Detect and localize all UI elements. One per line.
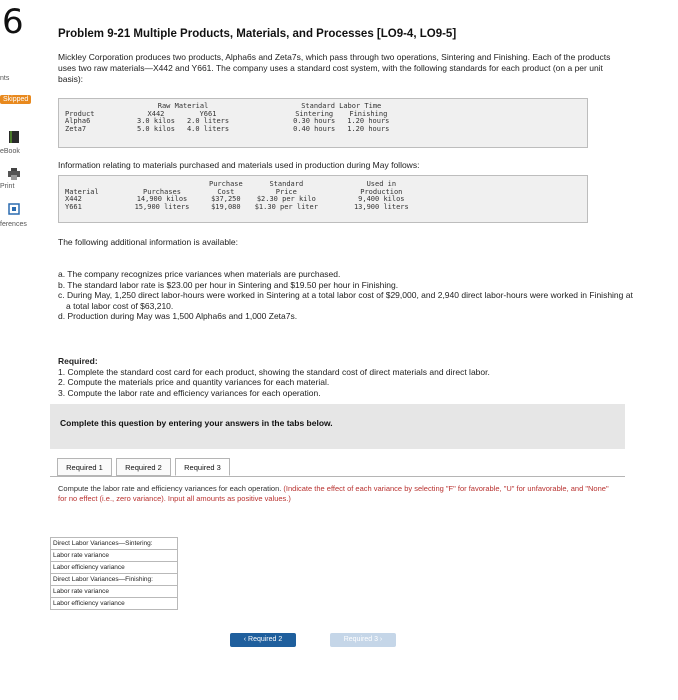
ebook-label[interactable]: eBook <box>0 148 20 155</box>
prev-required-button[interactable] <box>230 633 296 647</box>
print-label[interactable]: Print <box>0 183 15 190</box>
table-cell: 13,900 liters <box>353 202 409 211</box>
table-row <box>51 538 178 550</box>
chevron-left-icon: ‹ <box>243 636 247 643</box>
required-section <box>58 356 618 398</box>
list-item: c. During May, 1,250 direct labor-hours were worked in Sintering at a total labor cost of $29,000, and 2,940 direct labor-hours were worked in Finishing at a total labor cost of $63,210. <box>58 290 633 311</box>
table-cell: 3.0 kilos <box>137 117 175 125</box>
finishing-header: Finishing <box>349 109 388 118</box>
next-button-label: Required 3 <box>343 636 378 643</box>
list-item: b. The standard labor rate is $23.00 per hour in Sintering and $19.50 per hour in Finishing. <box>58 279 399 290</box>
raw-material-header: Raw Material <box>157 102 209 110</box>
instruction-note: (Indicate the effect of each variance by selecting "F" for favorable, "U" for unfavorable, and "None" for no effect (i.e., zero variance). Input all amounts as positive values.) <box>58 484 609 503</box>
product-header: Product <box>65 109 95 118</box>
points-label: nts <box>0 75 10 82</box>
table-row[interactable] <box>51 562 178 574</box>
table-cell: $1.30 per liter <box>254 202 318 211</box>
table-cell: 0.40 hours <box>293 124 336 133</box>
used-in-header: Used in <box>366 180 397 188</box>
labor-variance-table <box>50 537 178 610</box>
sintering-labor-efficiency-variance: Labor efficiency variance <box>51 562 178 574</box>
sintering-section-label: Direct Labor Variances—Sintering: <box>51 538 178 550</box>
table-row[interactable] <box>51 550 178 562</box>
purchase-header: Purchase <box>209 180 243 188</box>
materials-table <box>59 181 415 211</box>
table-row <box>51 574 178 586</box>
tab-required-1[interactable]: Required 1 <box>57 458 112 476</box>
additional-info-list <box>58 269 633 322</box>
problem-intro: Mickley Corporation produces two products, Alpha6s and Zeta7s, which pass through two operations, Sintering and Finishing. Each of the products uses two raw materials—X442 and Y661. The company uses a standard cost system, with the following standards for each product (on a per unit basis): <box>58 52 611 84</box>
production-header: Production <box>360 187 403 196</box>
sintering-labor-rate-variance: Labor rate variance <box>51 550 178 562</box>
print-icon[interactable] <box>8 168 20 180</box>
table-cell: Y661 <box>65 202 82 211</box>
table-cell: 2.0 liters <box>186 117 230 125</box>
labor-time-header: Standard Labor Time <box>301 102 382 110</box>
ebook-icon[interactable] <box>9 131 21 143</box>
y661-header: Y661 <box>199 109 217 118</box>
next-required-button[interactable] <box>330 633 396 647</box>
problem-title: Problem 9-21 Multiple Products, Materials, and Processes [LO9-4, LO9-5] <box>58 28 457 40</box>
material-header: Material <box>65 187 99 196</box>
list-item: a. The company recognizes price variances when materials are purchased. <box>58 269 341 279</box>
references-label[interactable]: ferences <box>0 221 27 228</box>
finishing-labor-rate-variance: Labor rate variance <box>51 586 178 598</box>
tab-required-3[interactable]: Required 3 <box>175 458 230 476</box>
tab-instruction <box>58 484 618 504</box>
materials-table-box <box>58 175 588 223</box>
table-row[interactable] <box>51 598 178 610</box>
references-icon[interactable] <box>8 203 20 215</box>
sintering-header: Sintering <box>295 109 334 118</box>
chevron-right-icon: › <box>379 636 383 643</box>
list-item: 1. Complete the standard cost card for each product, showing the standard cost of direct materials and direct labor. <box>58 366 490 377</box>
table-cell: 1.20 hours <box>347 124 390 133</box>
question-number: 6 <box>2 2 24 42</box>
skipped-badge: Skipped <box>0 95 31 104</box>
table-cell: Alpha6 <box>65 117 91 125</box>
table-cell: 4.0 liters <box>186 124 230 133</box>
table-cell: 5.0 kilos <box>137 124 175 133</box>
finishing-section-label: Direct Labor Variances—Finishing: <box>51 574 178 586</box>
table-row <box>59 126 395 134</box>
table-cell: X442 <box>65 195 82 203</box>
table-cell: Zeta7 <box>65 124 87 133</box>
purchases-header: Purchases <box>143 187 181 196</box>
table-cell: 9,400 kilos <box>358 195 405 203</box>
list-item: d. Production during May was 1,500 Alpha6s and 1,000 Zeta7s. <box>58 311 298 321</box>
list-item: 3. Compute the labor rate and efficiency variances for each operation. <box>58 387 321 398</box>
table-cell: $2.30 per kilo <box>256 195 316 203</box>
complete-instruction: Complete this question by entering your answers in the tabs below. <box>60 418 333 428</box>
standard-header: Standard <box>269 180 304 188</box>
additional-info-heading: The following additional information is available: <box>58 237 239 247</box>
required-heading: Required: <box>58 356 98 366</box>
table-cell: 15,900 liters <box>134 202 190 211</box>
table-cell: $19,080 <box>211 202 241 211</box>
table-cell: 0.30 hours <box>293 117 336 125</box>
standards-table <box>59 103 395 133</box>
materials-info-text: Information relating to materials purchased and materials used in production during May follows: <box>58 160 420 170</box>
prev-button-label: Required 2 <box>248 636 283 643</box>
table-cell: 1.20 hours <box>347 117 390 125</box>
tab-required-2[interactable]: Required 2 <box>116 458 171 476</box>
table-row <box>59 204 415 212</box>
finishing-labor-efficiency-variance: Labor efficiency variance <box>51 598 178 610</box>
table-row[interactable] <box>51 586 178 598</box>
price-header: Price <box>275 187 297 196</box>
x442-header: X442 <box>147 109 165 118</box>
cost-header: Cost <box>217 187 235 196</box>
table-cell: $37,250 <box>211 195 241 203</box>
standards-table-box <box>58 98 588 148</box>
table-cell: 14,900 kilos <box>136 195 188 203</box>
list-item: 2. Compute the materials price and quantity variances for each material. <box>58 377 330 387</box>
instruction-main: Compute the labor rate and efficiency variances for each operation. <box>58 484 284 493</box>
